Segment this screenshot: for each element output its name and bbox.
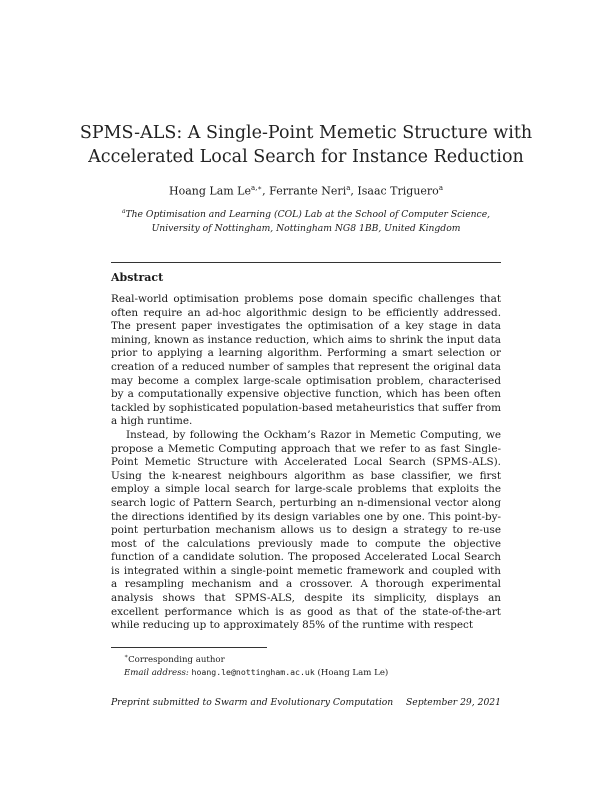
author-marks: a,∗ bbox=[251, 184, 263, 192]
email-owner: (Hoang Lam Le) bbox=[317, 668, 389, 679]
footnote-rule bbox=[111, 647, 267, 648]
page-footer bbox=[111, 697, 501, 708]
paper-title bbox=[60, 121, 552, 169]
abstract-top-rule bbox=[111, 262, 501, 263]
abstract-paragraph-2: Instead, by following the Ockham’s Razor in Memetic Computing, we propose a Memetic Computing approach that we refer to as fast Single-Point Memetic Structure with Accelerated Local Search (SPMS-ALS). Using the k-nearest neighbours algorithm as base classifier, we first employ a simple local search for large-scale problems that exploits the search logic of Pattern Search, perturbing an n-dimensional vector along the directions identified by its design variables one by one. This point-by-point perturbation mechanism allows us to design a strategy to re-use most of the calculations previously made to compute the objective function of a candidate solution. The proposed Accelerated Local Search is integrated within a single-point memetic framework and coupled with a resampling mechanism and a crossover. A thorough experimental analysis shows that SPMS-ALS, despite its simplicity, displays an excellent performance which is as good as that of the state-of-the-art while reducing up to approximately 85% of the runtime with respect bbox=[111, 428, 501, 632]
author-marks: a bbox=[438, 184, 443, 192]
title-line-2: Accelerated Local Search for Instance Reduction bbox=[88, 147, 524, 167]
title-line-1: SPMS-ALS: A Single-Point Memetic Structure with bbox=[79, 123, 533, 143]
email-link[interactable]: hoang.le@nottingham.ac.uk bbox=[191, 667, 315, 678]
footnote-email bbox=[111, 666, 501, 679]
footer-journal: Preprint submitted to Swarm and Evolutionary Computation bbox=[111, 697, 394, 708]
footnotes bbox=[111, 651, 501, 680]
author-name: Hoang Lam Le bbox=[169, 184, 252, 198]
footnote-corresponding bbox=[111, 651, 501, 666]
abstract-paragraph-1: Real-world optimisation problems pose domain specific challenges that often require an ad-hoc algorithmic design to be efficiently addressed. The present paper investigates the optimisation of a key stage in data mining, known as instance reduction, which aims to shrink the input data prior to applying a learning algorithm. Performing a smart selection or creation of a reduced number of samples that represent the original data may become a complex large-scale optimisation problem, characterised by a computationally expensive objective function, which has been often tackled by sophisticated population-based metaheuristics that suffer from a high runtime. bbox=[111, 293, 501, 428]
author-name: Ferrante Neri bbox=[269, 184, 347, 198]
author-list: Hoang Lam $Le^{a,∗}$, Ferrante Neri$^a$, Isaac Triguero$^a$ bbox=[169, 184, 443, 198]
email-label: Email address: bbox=[124, 668, 189, 679]
author-name: Isaac Triguero bbox=[357, 184, 439, 198]
affiliation bbox=[110, 205, 502, 236]
affiliation-line-1: The Optimisation and Learning (COL) Lab at the School of Computer Science, bbox=[125, 209, 491, 221]
abstract-heading: Abstract bbox=[111, 271, 164, 284]
footnote-text: Corresponding author bbox=[128, 654, 225, 665]
affiliation-mark: a bbox=[121, 208, 126, 215]
author-marks: a bbox=[346, 184, 351, 192]
affiliation-line-2: University of Nottingham, Nottingham NG8 1BB, United Kingdom bbox=[151, 223, 461, 235]
footnote-mark: ∗ bbox=[124, 653, 129, 660]
abstract-body bbox=[111, 293, 501, 633]
footer-date: September 29, 2021 bbox=[406, 697, 501, 708]
